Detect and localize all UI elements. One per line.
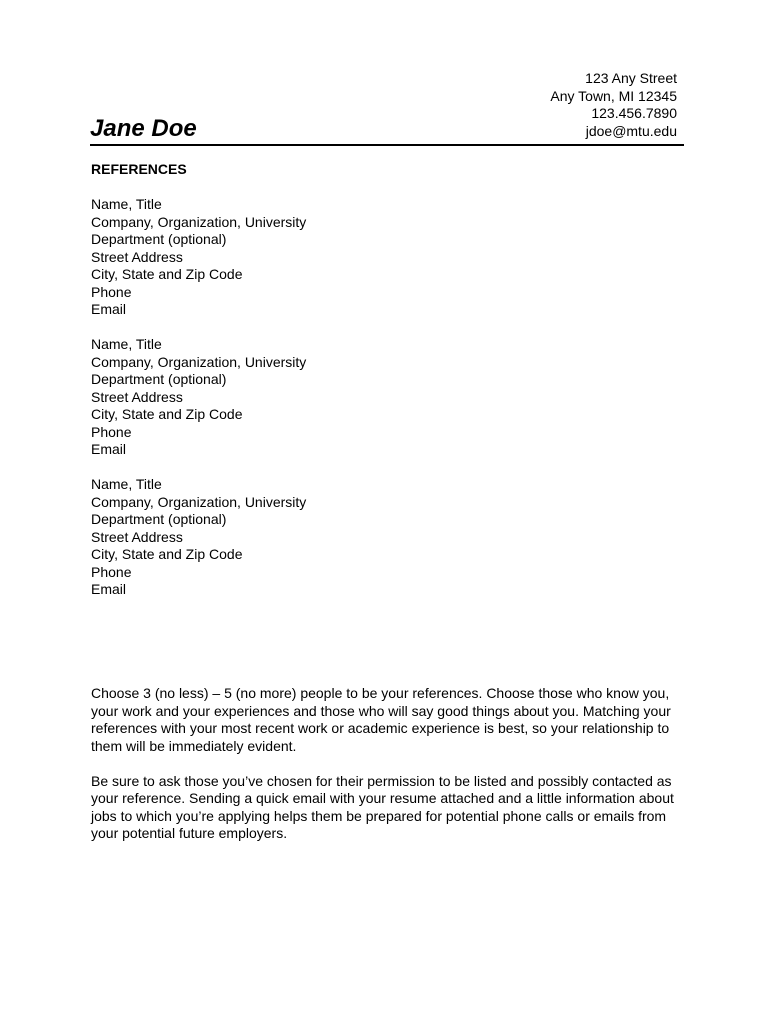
reference-city-state-zip: City, State and Zip Code — [91, 546, 243, 562]
resume-header — [90, 70, 684, 146]
contact-block — [550, 70, 677, 140]
address-line-2: Any Town, MI 12345 — [550, 87, 677, 104]
reference-email: Email — [91, 441, 127, 457]
reference-entry-3 — [91, 476, 306, 599]
reference-name-title: Name, Title — [91, 476, 162, 492]
reference-street: Street Address — [91, 388, 183, 405]
reference-department: Department (optional) — [91, 231, 227, 247]
reference-organization: Company, Organization, University — [91, 493, 307, 510]
phone-number: 123.456.7890 — [591, 105, 677, 121]
reference-organization: Company, Organization, University — [91, 213, 307, 230]
reference-phone: Phone — [91, 283, 132, 300]
reference-city-state-zip: City, State and Zip Code — [91, 406, 243, 422]
reference-department: Department (optional) — [91, 511, 227, 527]
reference-department: Department (optional) — [91, 371, 227, 387]
reference-entry-1 — [91, 196, 306, 319]
address-line-1: 123 Any Street — [585, 70, 677, 86]
reference-organization: Company, Organization, University — [91, 353, 307, 370]
reference-email: Email — [91, 581, 127, 597]
guidance-notes — [91, 685, 681, 860]
reference-street: Street Address — [91, 248, 183, 265]
guidance-paragraph-1: Choose 3 (no less) – 5 (no more) people to be your references. Choose those who know you, your work and your experiences and those who will say good things about you. Matching your references with your most recent work or academic experience is best, so your relationship to them will be immediately evident. — [91, 685, 671, 754]
reference-street: Street Address — [91, 528, 183, 545]
reference-phone: Phone — [91, 423, 132, 440]
email-address: jdoe@mtu.edu — [585, 122, 677, 139]
guidance-paragraph-2: Be sure to ask those you’ve chosen for their permission to be listed and possibly contacted as your reference. Sending a quick email with your resume attached and a little information about jobs to which you’re applying helps them be prepared for potential phone calls or emails from your potential future employers. — [91, 772, 674, 841]
reference-entry-2 — [91, 336, 306, 459]
reference-email: Email — [91, 301, 127, 317]
reference-phone: Phone — [91, 563, 132, 580]
reference-list — [91, 196, 306, 616]
reference-city-state-zip: City, State and Zip Code — [91, 266, 243, 282]
reference-name-title: Name, Title — [91, 336, 162, 352]
reference-name-title: Name, Title — [91, 196, 162, 212]
section-title: REFERENCES — [91, 161, 187, 177]
candidate-name: Jane Doe — [90, 115, 197, 142]
